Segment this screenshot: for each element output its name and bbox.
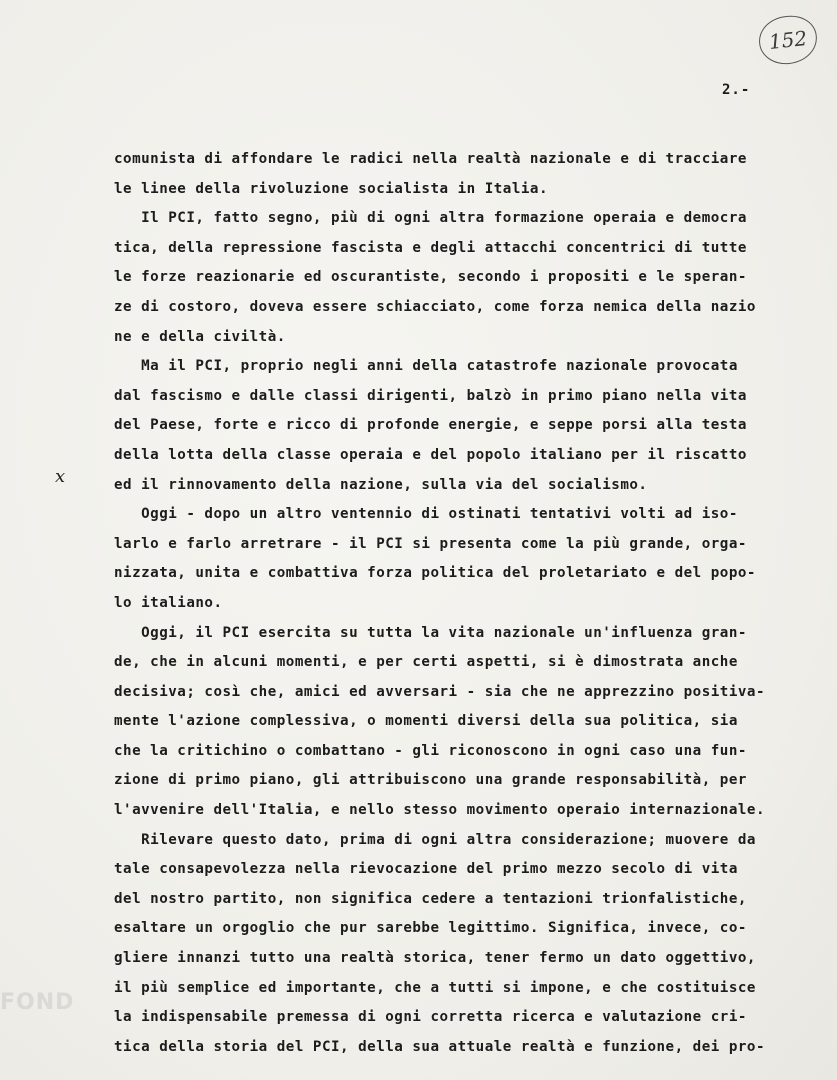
stamp-number: 152	[767, 26, 809, 54]
page-number: 2.-	[722, 82, 751, 98]
text-line: larlo e farlo arretrare - il PCI si presenta come la più grande, orga-	[114, 535, 747, 552]
text-line: zione di primo piano, gli attribuiscono una grande responsabilità, per	[114, 772, 747, 789]
text-line: tica, della repressione fascista e degli attacchi concentrici di tutte	[114, 239, 747, 256]
text-line: del nostro partito, non significa cedere a tentazioni trionfalistiche,	[114, 890, 747, 907]
text-line: ze di costoro, doveva essere schiacciato, come forza nemica della nazio	[114, 298, 756, 315]
text-line: nizzata, unita e combattiva forza politica del proletariato e del popo-	[114, 565, 756, 582]
text-line: Ma il PCI, proprio negli anni della catastrofe nazionale provocata	[114, 358, 738, 375]
text-line: che la critichino o combattano - gli riconoscono in ogni caso una fun-	[114, 742, 747, 759]
text-line: gliere innanzi tutto una realtà storica, tener fermo un dato oggettivo,	[114, 950, 756, 967]
text-line: della lotta della classe operaia e del popolo italiano per il riscatto	[114, 446, 747, 463]
handwritten-margin-mark: x	[55, 466, 66, 487]
text-line: il più semplice ed importante, che a tutti si impone, e che costituisce	[114, 979, 756, 996]
text-line: Rilevare questo dato, prima di ogni altra considerazione; muovere da	[114, 831, 756, 848]
text-line: ne e della civiltà.	[114, 328, 286, 345]
archive-watermark: FOND	[0, 990, 75, 1015]
text-line: tale consapevolezza nella rievocazione del primo mezzo secolo di vita	[114, 861, 738, 878]
body-text	[114, 145, 826, 1062]
text-line: ed il rinnovamento della nazione, sulla via del socialismo.	[114, 476, 648, 493]
text-line: decisiva; così che, amici ed avversari - sia che ne apprezzino positiva-	[114, 683, 765, 700]
text-line: mente l'azione complessiva, o momenti diversi della sua politica, sia	[114, 713, 738, 730]
text-line: dal fascismo e dalle classi dirigenti, balzò in primo piano nella vita	[114, 387, 747, 404]
text-line: Oggi, il PCI esercita su tutta la vita nazionale un'influenza gran-	[114, 624, 747, 641]
text-line: Il PCI, fatto segno, più di ogni altra formazione operaia e democra	[114, 210, 747, 227]
text-line: la indispensabile premessa di ogni corretta ricerca e valutazione cri-	[114, 1009, 747, 1026]
text-line: l'avvenire dell'Italia, e nello stesso movimento operaio internazionale.	[114, 802, 765, 819]
text-line: de, che in alcuni momenti, e per certi aspetti, si è dimostrata anche	[114, 654, 738, 671]
archive-page-stamp	[757, 13, 820, 67]
text-line: comunista di affondare le radici nella realtà nazionale e di tracciare	[114, 151, 747, 167]
text-line: Oggi - dopo un altro ventennio di ostinati tentativi volti ad iso-	[114, 506, 738, 523]
text-line: le linee della rivoluzione socialista in Italia.	[114, 180, 548, 197]
text-line: lo italiano.	[114, 594, 223, 611]
text-line: tica della storia del PCI, della sua attuale realtà e funzione, dei pro-	[114, 1038, 765, 1055]
text-line: esaltare un orgoglio che pur sarebbe legittimo. Significa, invece, co-	[114, 920, 747, 937]
text-line: del Paese, forte e ricco di profonde energie, e seppe porsi alla testa	[114, 417, 747, 434]
text-line: le forze reazionarie ed oscurantiste, secondo i propositi e le speran-	[114, 269, 747, 286]
